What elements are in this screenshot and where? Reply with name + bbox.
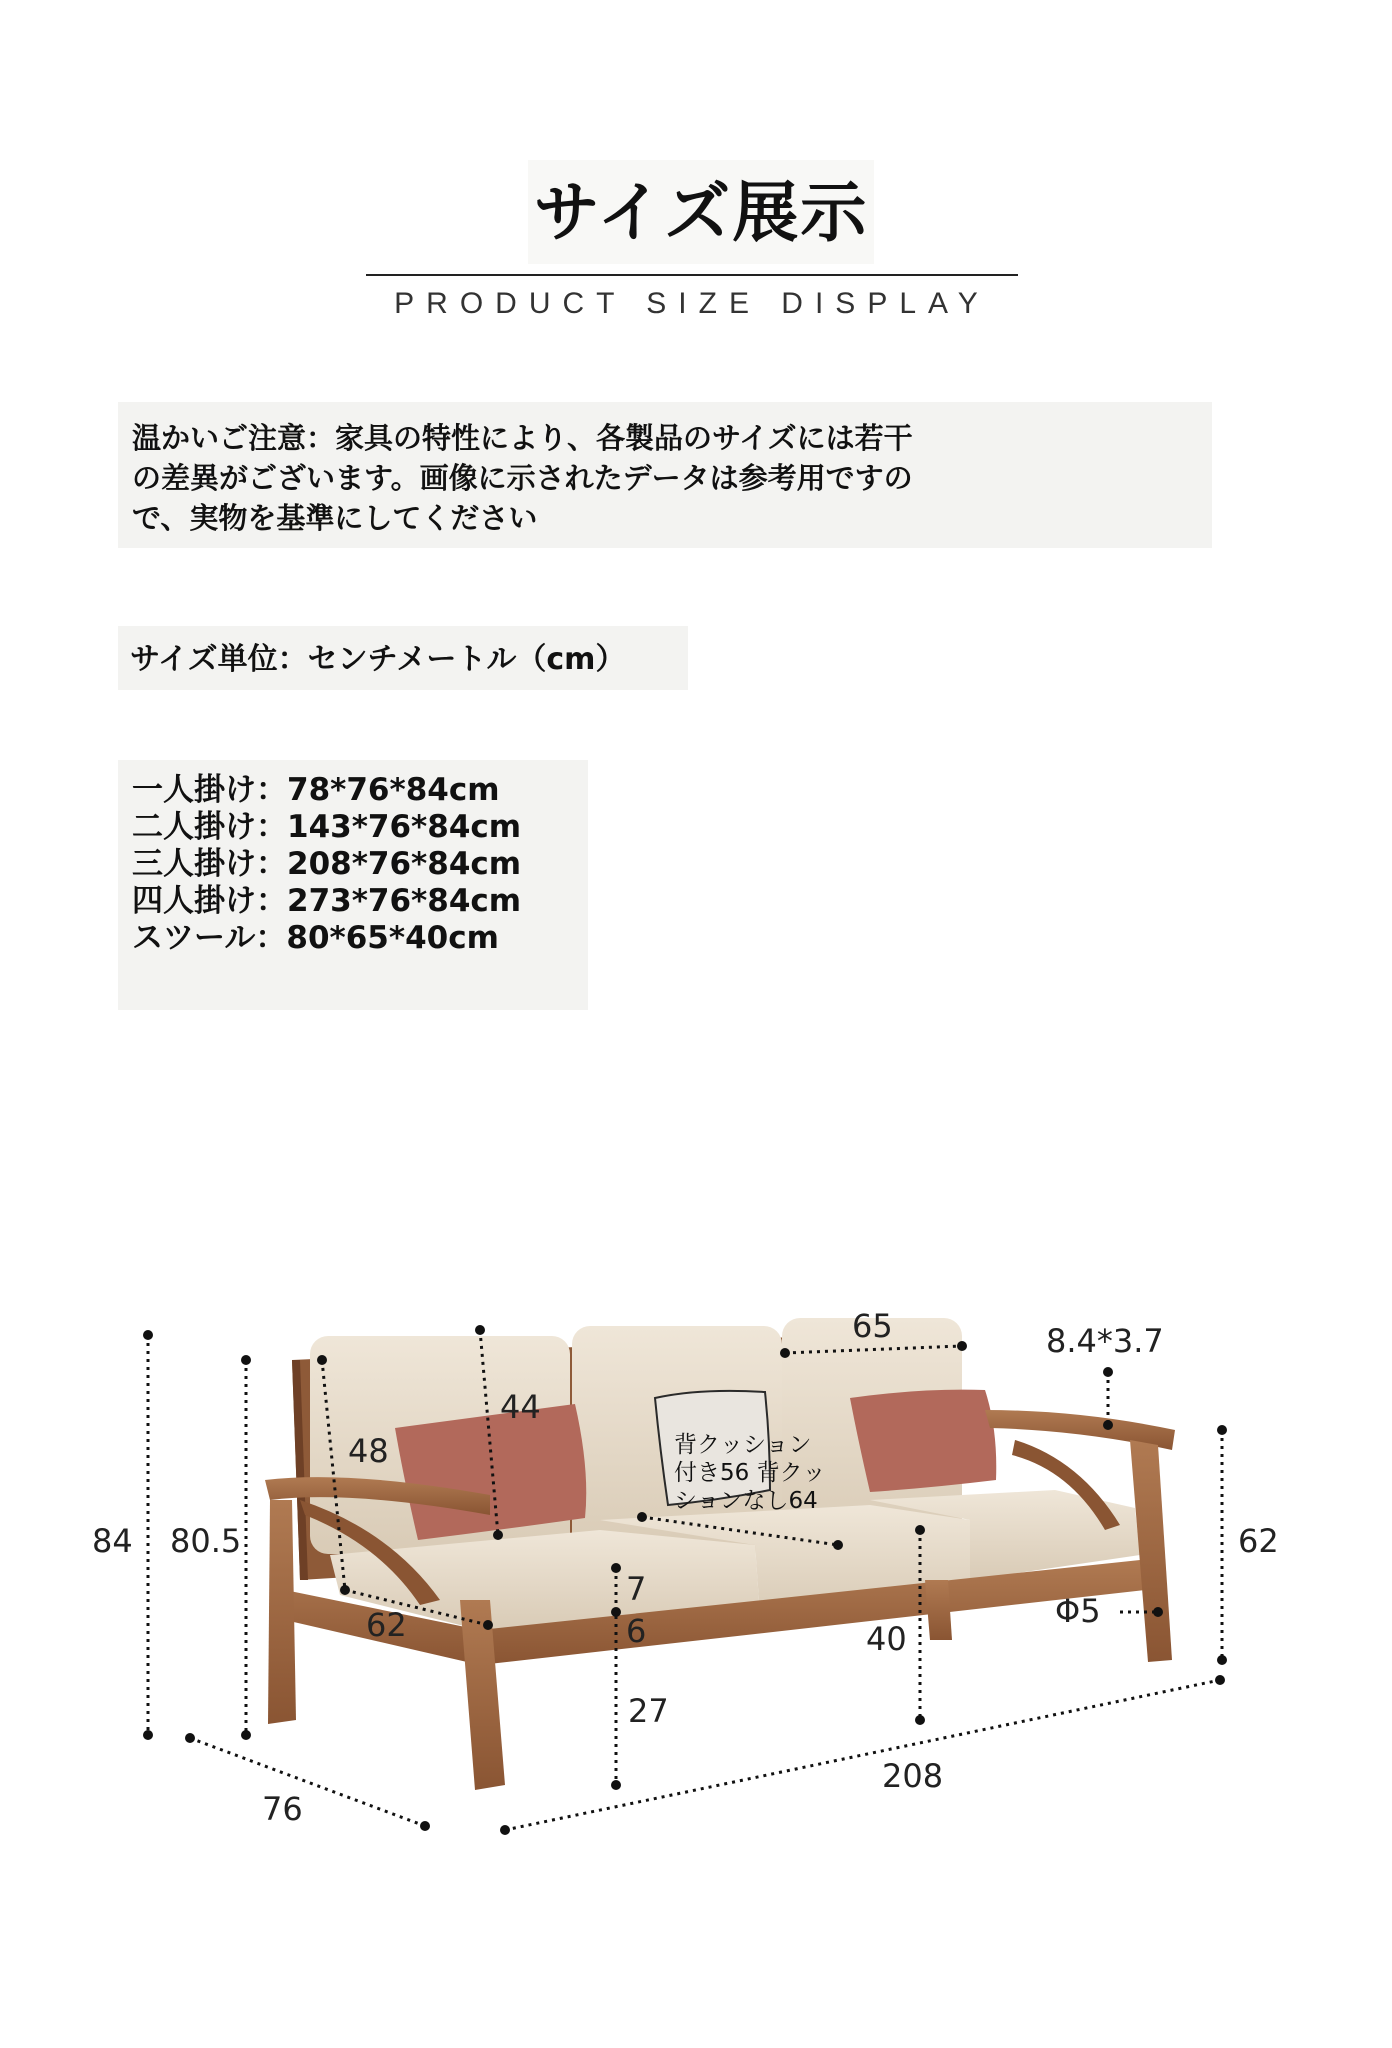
notice-line: の差異がございます。画像に示されたデータは参考用ですの [132,461,913,495]
pillow-left [395,1404,586,1540]
model-sizes-text: 一人掛け：78*76*84cm 二人掛け：143*76*84cm 三人掛け：208*76*84cm 四人掛け：273*76*84cm スツール：80*65*40cm [132,772,522,956]
label-leg-diameter: Φ5 [1055,1592,1101,1630]
label-back-cushion-height: 48 [348,1432,389,1470]
label-seat-depth-note: 背クッション [674,1432,812,1458]
label-armrest-height: 62 [1238,1522,1279,1560]
label-seat-depth-note: ションなし64 [674,1488,818,1514]
notice-line: で、実物を基準にしてください [132,501,538,535]
right-back-leg [925,1580,952,1640]
label-cushion-thickness: 7 [626,1570,647,1608]
sofa-svg [0,1300,1392,1860]
left-back-leg [268,1500,296,1724]
label-width-total: 208 [882,1757,944,1795]
notice-text [132,418,1082,538]
sofa-dimension-diagram [0,1300,1392,1860]
label-armrest-section: 8.4*3.7 [1046,1322,1164,1360]
label-seat-depth: 62 [366,1606,407,1644]
label-frame-thickness: 6 [626,1612,647,1650]
page-title: サイズ展示 [533,174,869,251]
title-divider [366,274,1018,276]
label-seat-depth-note: 付き56 背クッ [674,1460,826,1486]
notice-line: 温かいご注意：家具の特性により、各製品のサイズには若干 [132,421,913,455]
label-leg-clearance: 27 [628,1692,669,1730]
size-unit-text: サイズ単位：センチメートル（cm） [130,642,626,677]
label-cushion-width: 65 [852,1307,893,1345]
label-height-total: 84 [92,1522,133,1560]
label-seat-height: 40 [866,1620,907,1658]
pillow-right [850,1390,996,1492]
label-backrest-width: 44 [500,1388,541,1426]
label-height-back: 80.5 [170,1522,242,1560]
label-depth: 76 [262,1790,303,1828]
page-subtitle: PRODUCT SIZE DISPLAY [394,287,990,320]
